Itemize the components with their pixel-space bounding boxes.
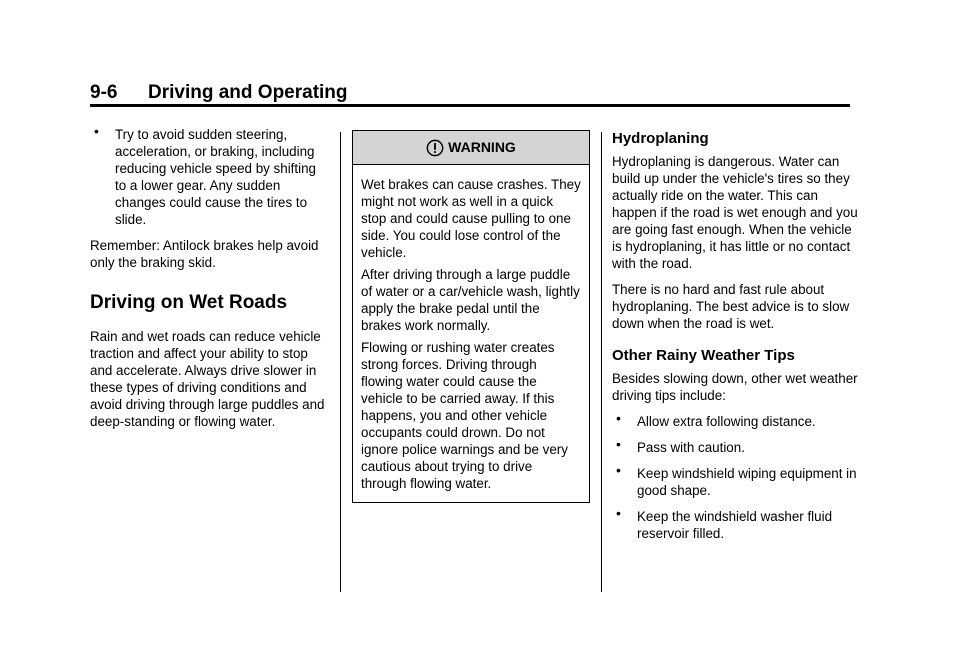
subsection-heading: Other Rainy Weather Tips [612,347,795,364]
paragraph: There is no hard and fast rule about hydroplaning. The best advice is to slow down when the road is wet. [612,282,850,331]
column-middle [352,120,590,503]
header-rule [90,104,850,107]
list-item-text: Try to avoid sudden steering, acceleration, or braking, including reducing vehicle speed by shifting to a lower gear. Any sudden changes could cause the tires to slide. [115,127,316,227]
list-item-text: Keep windshield wiping equipment in good shape. [637,466,857,498]
bullet-icon: • [616,436,621,452]
column-divider [340,132,341,592]
page-number: 9-6 [90,82,118,103]
list-item [612,436,862,456]
warning-paragraph: Flowing or rushing water creates strong forces. Driving through flowing water could cause the vehicle to be carried away. If this happens, you and other vehicle occupants could drown. Do not ignore police warnings and be very cautious about trying to drive through flowing water. [361,340,568,491]
bullet-icon: • [616,462,621,478]
page-header [90,80,850,106]
warning-box [352,130,590,503]
section-heading: Driving on Wet Roads [90,292,288,313]
bullet-icon: • [94,123,99,139]
column-left [90,120,330,430]
paragraph: Hydroplaning is dangerous. Water can build up under the vehicle's tires so they actually ride on the water. This can happen if the road is wet enough and you are going fast enough. When the vehicle is hydroplaning, it has little or no contact with the road. [612,154,858,271]
column-right [612,120,862,542]
warning-label: WARNING [448,139,516,155]
paragraph: Rain and wet roads can reduce vehicle traction and affect your ability to stop and accelerate. Always drive slower in these types of driving conditions and avoid driving through large puddles and deep-standing or flowing water. [90,329,325,429]
list-item [612,410,862,430]
list-item [612,505,862,542]
warning-paragraph: Wet brakes can cause crashes. They might not work as well in a quick stop and could cause pulling to one side. You could lose control of the vehicle. [361,177,581,260]
paragraph: Besides slowing down, other wet weather driving tips include: [612,371,858,403]
section-title: Driving and Operating [148,82,348,103]
warning-icon [426,139,444,157]
list-item-text: Pass with caution. [637,440,745,455]
list-item [90,123,330,228]
warning-paragraph: After driving through a large puddle of water or a car/vehicle wash, lightly apply the brake pedal until the brakes work normally. [361,267,580,333]
list-item [612,462,862,499]
bullet-icon: • [616,505,621,521]
warning-body [353,165,589,502]
remember-note: Remember: Antilock brakes help avoid only the braking skid. [90,238,319,270]
warning-header [353,131,589,165]
list-item-text: Allow extra following distance. [637,414,816,429]
column-divider [601,132,602,592]
section-heading: Hydroplaning [612,130,709,147]
list-item-text: Keep the windshield washer fluid reservoir filled. [637,509,833,541]
bullet-icon: • [616,410,621,426]
